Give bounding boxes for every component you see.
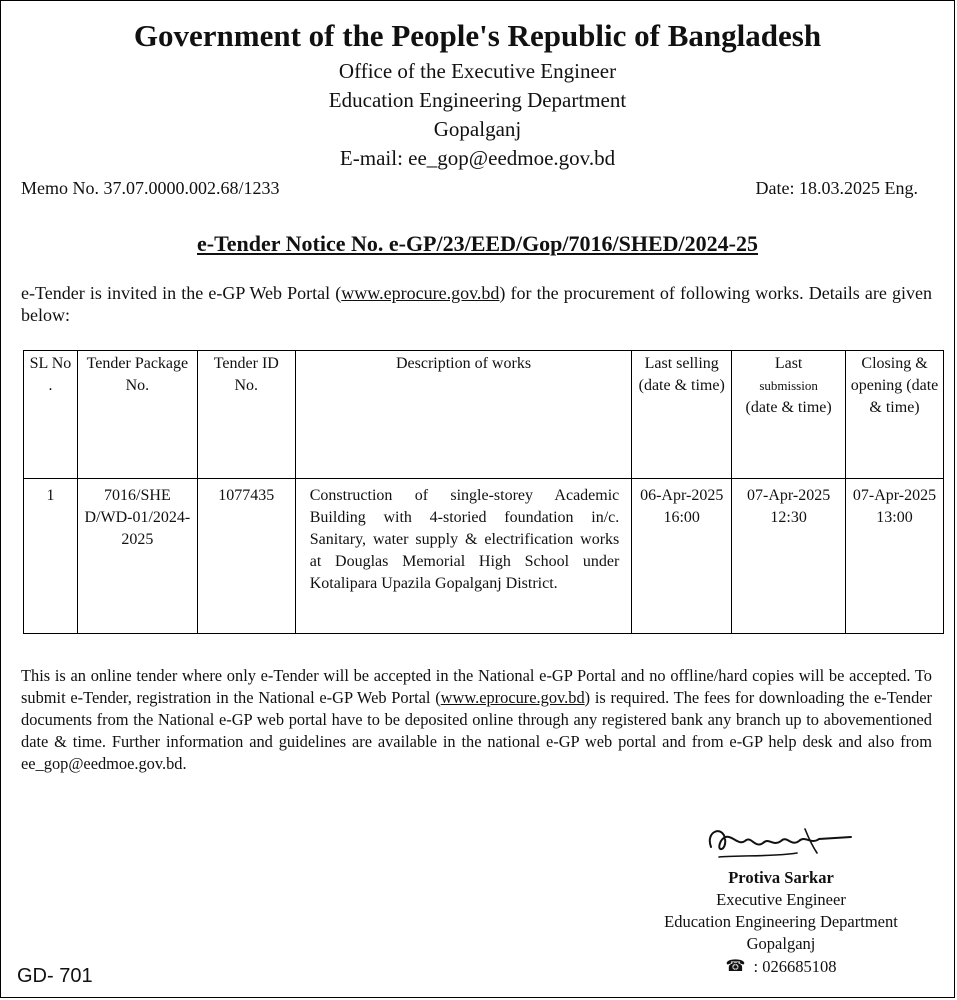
- cell-tender-id: 1077435: [197, 479, 295, 634]
- intro-text-end: ) for the procurement of following works. Details are given below:: [21, 283, 932, 325]
- memo-number: Memo No. 37.07.0000.002.68/1233: [21, 178, 280, 198]
- signatory-designation: Executive Engineer: [716, 890, 846, 909]
- header-package: Tender Package No.: [77, 351, 197, 479]
- office-email: E-mail: ee_gop@eedmoe.gov.bd: [339, 146, 616, 170]
- intro-text-start: e-Tender is invited in the e-GP Web Portal (: [21, 283, 342, 303]
- tender-table: [23, 350, 944, 634]
- header-tender-id: Tender ID No.: [197, 351, 295, 479]
- office-name: Office of the Executive Engineer: [338, 59, 617, 83]
- header-sl: SL No .: [24, 351, 78, 479]
- header-closing: Closing & opening (date & time): [846, 351, 944, 479]
- cell-last-selling: 06-Apr-2025 16:00: [632, 479, 732, 634]
- header-last-submission-c: (date & time): [745, 399, 832, 416]
- header-last-selling: Last selling (date & time): [632, 351, 732, 479]
- header-last-submission: [732, 351, 846, 479]
- signatory-location: Gopalganj: [746, 934, 816, 953]
- header-description: Description of works: [295, 351, 632, 479]
- signatory-phone-row: [726, 956, 837, 978]
- header-last-submission-a: Last: [774, 355, 803, 372]
- footer-code: GD- 701: [17, 965, 93, 987]
- handwritten-signature: [701, 817, 861, 865]
- table-row: [24, 479, 944, 634]
- paragraph-end: ) is required. The fees for downloading the e-Tender documents from the National e-GP web portal have to be deposited online through any registered bank any branch up to abovementioned date & time. Further information and guidelines are available in the national e-GP web portal and from e-GP help desk and also from ee_gop@eedmoe.gov.bd.: [21, 688, 932, 773]
- cell-sl: 1: [24, 479, 78, 634]
- page-title: Government of the People's Republic of Bangladesh: [133, 18, 822, 53]
- instructions-paragraph: [21, 665, 932, 775]
- signatory-department: Education Engineering Department: [664, 912, 898, 931]
- paragraph-start: This is an online tender where only e-Tender will be accepted in the National e-GP Portal and no offline/hard copies will be accepted. To submit e-Tender, registration in the National e-GP Web Portal (: [21, 666, 932, 707]
- signatory-name: Protiva Sarkar: [728, 868, 834, 887]
- department-name: Education Engineering Department: [328, 88, 627, 112]
- memo-date: Date: 18.03.2025 Eng.: [755, 178, 918, 198]
- telephone-icon: ☎: [725, 958, 746, 975]
- table-header-row: [24, 351, 944, 479]
- eprocure-link[interactable]: www.eprocure.gov.bd: [341, 283, 500, 303]
- cell-package: 7016/SHE D/WD-01/2024-2025: [77, 479, 197, 634]
- cell-last-submission: 07-Apr-2025 12:30: [732, 479, 846, 634]
- memo-row: [21, 177, 918, 199]
- signature-block: [631, 867, 931, 978]
- cell-description: Construction of single-storey Academic Building with 4-storied foundation in/c. Sanitary, water supply & electrification works at Douglas Memorial High School under Kotalipara Upazila Gopalganj District.: [295, 479, 632, 634]
- header-last-submission-b: submission: [759, 378, 818, 393]
- cell-closing: 07-Apr-2025 13:00: [846, 479, 944, 634]
- eprocure-link-2[interactable]: www.eprocure.gov.bd: [440, 688, 585, 707]
- notice-title: e-Tender Notice No. e-GP/23/EED/Gop/7016/SHED/2024-25: [197, 231, 758, 256]
- signatory-phone: : 026685108: [753, 957, 837, 976]
- intro-text: [21, 282, 932, 326]
- office-location: Gopalganj: [433, 117, 522, 141]
